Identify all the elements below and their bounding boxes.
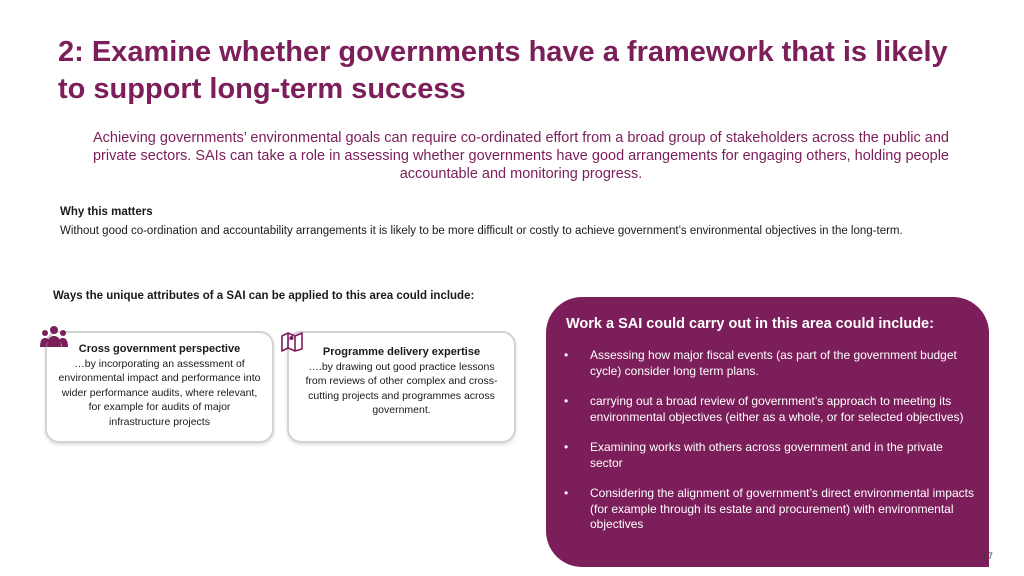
- card-body: ….by drawing out good practice lessons from reviews of other complex and cross-cutting projects and programmes across government.: [305, 360, 498, 416]
- why-body: Without good co-ordination and accountability arrangements it is likely to be more difficult or costly to achieve government’s environmental objectives in the long-term.: [60, 225, 903, 237]
- card-cross-government: [45, 331, 274, 443]
- list-item: [564, 440, 974, 471]
- card-body: …by incorporating an assessment of environmental impact and performance into wider performance audits, where relevant, for example for audits of major infrastructure projects: [58, 357, 261, 428]
- bullet: •: [564, 486, 569, 500]
- list-item-text: Considering the alignment of government’s direct environmental impacts (for example through its estate and procurement) with environmental objectives: [590, 486, 974, 531]
- card-programme-delivery: [287, 331, 516, 443]
- card-title: Programme delivery expertise: [322, 346, 481, 358]
- panel-heading: Work a SAI could carry out in this area could include:: [566, 316, 934, 332]
- intro-text: Achieving governments’ environmental goals can require co-ordinated effort from a broad group of stakeholders across the public and private sectors. SAIs can take a role in assessing whether governments have good arrangements for engaging others, holding people accountable and monitoring progress.: [92, 130, 949, 182]
- why-heading: Why this matters: [60, 206, 153, 218]
- list-item: [564, 486, 974, 533]
- list-item: [564, 348, 974, 379]
- map-icon: [281, 330, 303, 352]
- work-list: [564, 348, 974, 548]
- bullet: •: [564, 348, 569, 362]
- people-group-icon: [40, 325, 68, 349]
- list-item: [564, 394, 974, 425]
- ways-heading: Ways the unique attributes of a SAI can be applied to this area could include:: [53, 290, 475, 302]
- bullet: •: [564, 440, 569, 454]
- list-item-text: Examining works with others across government and in the private sector: [590, 440, 943, 470]
- list-item-text: carrying out a broad review of government’s approach to meeting its environmental objectives (either as a whole, or for selected objectives): [590, 394, 964, 424]
- page-number: | 7: [983, 551, 993, 561]
- list-item-text: Assessing how major fiscal events (as part of the government budget cycle) consider long term plans.: [590, 348, 957, 378]
- bullet: •: [564, 394, 569, 408]
- work-panel: [546, 297, 989, 567]
- page-title: 2: Examine whether governments have a framework that is likely to support long-term success: [58, 36, 948, 105]
- card-title: Cross government perspective: [78, 343, 241, 355]
